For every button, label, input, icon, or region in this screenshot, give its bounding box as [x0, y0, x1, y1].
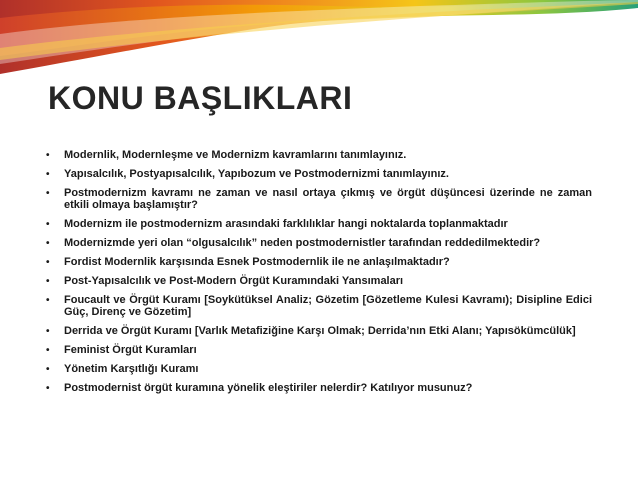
- list-item: [44, 150, 592, 162]
- list-item-text: Yönetim Karşıtlığı Kuramı: [64, 362, 199, 375]
- bullet-icon: •: [46, 188, 50, 200]
- list-item-text: Fordist Modernlik karşısında Esnek Postmodernlik ile ne anlaşılmaktadır?: [64, 255, 450, 268]
- list-item-text: Derrida ve Örgüt Kuramı [Varlık Metafiziğine Karşı Olmak; Derrida’nın Etki Alanı; Yapısökümcülük]: [64, 324, 576, 337]
- list-item-text: Modernlik, Modernleşme ve Modernizm kavramlarını tanımlayınız.: [64, 149, 407, 161]
- bullet-icon: •: [46, 295, 50, 307]
- list-item: [44, 364, 592, 376]
- list-item: [44, 169, 592, 181]
- list-item: [44, 345, 592, 357]
- bullet-icon: •: [46, 256, 50, 268]
- bullet-icon: •: [46, 169, 50, 181]
- bullet-icon: •: [46, 276, 50, 288]
- list-item: [44, 238, 592, 250]
- list-item: [44, 257, 592, 269]
- list-item: [44, 219, 592, 231]
- bullet-icon: •: [46, 325, 50, 337]
- bullet-icon: •: [46, 383, 50, 395]
- list-item-text: Feminist Örgüt Kuramları: [64, 343, 197, 356]
- topic-list: [44, 150, 592, 402]
- list-item: [44, 326, 592, 338]
- list-item-text: Postmodernizm kavramı ne zaman ve nasıl ortaya çıkmış ve örgüt düşüncesi üzerinde ne zaman etkili olmaya başlamıştır?: [64, 187, 592, 211]
- list-item-text: Foucault ve Örgüt Kuramı [Soykütüksel Analiz; Gözetim [Gözetleme Kulesi Kavramı); Disipline Edici Güç, Direnç ve Gözetim]: [64, 294, 592, 318]
- bullet-icon: •: [46, 150, 50, 161]
- bullet-icon: •: [46, 218, 50, 230]
- list-item: [44, 383, 592, 395]
- list-item: [44, 295, 592, 318]
- list-item-text: Post-Yapısalcılık ve Post-Modern Örgüt Kuramındaki Yansımaları: [64, 275, 404, 288]
- list-item-text: Yapısalcılık, Postyapısalcılık, Yapıbozum ve Postmodernizmi tanımlayınız.: [64, 168, 449, 181]
- bullet-icon: •: [46, 363, 50, 375]
- list-item: [44, 276, 592, 288]
- bullet-icon: •: [46, 344, 50, 356]
- list-item-text: Modernizm ile postmodernizm arasındaki farklılıklar hangi noktalarda toplanmaktadır: [64, 217, 508, 230]
- bullet-icon: •: [46, 237, 50, 249]
- slide-title: KONU BAŞLIKLARI: [48, 80, 353, 116]
- decorative-gradient-banner: [0, 0, 638, 80]
- list-item: [44, 188, 592, 211]
- list-item-text: Modernizmde yeri olan “olgusalcılık” neden postmodernistler tarafından reddedilmektedir?: [64, 236, 541, 249]
- list-item-text: Postmodernist örgüt kuramına yönelik eleştiriler nelerdir? Katılıyor musunuz?: [64, 382, 473, 395]
